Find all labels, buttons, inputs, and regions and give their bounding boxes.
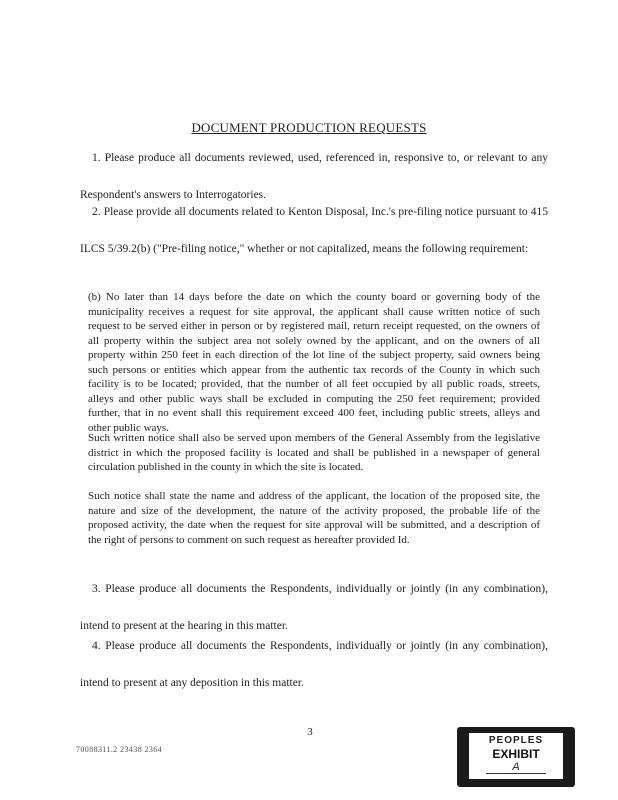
exhibit-sticker-label-area	[469, 733, 563, 779]
request-2: 2. Please provide all documents related to Kenton Disposal, Inc.'s pre-filing notice pursuant to 415 ILCS 5/39.2(b) ("Pre-filing notice," whether or not capitalized, means the following requirement:	[80, 206, 548, 255]
statute-quote-paragraph-2: Such written notice shall also be served upon members of the General Assembly from the legislative district in which the proposed facility is located and shall be published in a newspaper of general circulation published in the county in which the site is located.	[88, 432, 540, 473]
exhibit-sticker-brand: PEOPLES	[488, 735, 544, 746]
page-number: 3	[307, 726, 313, 738]
document-heading: DOCUMENT PRODUCTION REQUESTS	[191, 120, 427, 135]
statute-quote-paragraph-3: Such notice shall state the name and address of the applicant, the location of the proposed site, the nature and size of the development, the nature of the activity proposed, the probable life of the proposed activity, the date when the request for site approval will be submitted, and a description of the right of persons to comment on such request as hereafter provided Id.	[88, 490, 540, 546]
exhibit-sticker	[457, 727, 575, 787]
statute-quote-paragraph-1: (b) No later than 14 days before the date on which the county board or governing body of the municipality receives a request for site approval, the applicant shall cause written notice of such request to be served either in person or by registered mail, return receipt requested, on the owners of all property within the subject area not solely owned by the applicant, and on the owners of all property within 250 feet in each direction of the lot line of the subject property, said owners being such persons or entities which appear from the authentic tax records of the County in which such facility is to be located; provided, that the number of all feet occupied by all public roads, streets, alleys and other public ways shall be excluded in computing the 250 feet requirement; provided further, that in no event shall this requirement exceed 400 feet, including public streets, alleys and other public ways.	[88, 291, 540, 434]
exhibit-sticker-mark: A	[486, 761, 546, 774]
request-4: 4. Please produce all documents the Respondents, individually or jointly (in any combination), intend to present at any deposition in this matter.	[80, 640, 548, 689]
request-3: 3. Please produce all documents the Respondents, individually or jointly (in any combination), intend to present at the hearing in this matter.	[80, 583, 548, 632]
exhibit-sticker-label: EXHIBIT	[492, 747, 540, 761]
document-id: 70088311.2 23438 2364	[76, 745, 163, 754]
request-1: 1. Please produce all documents reviewed, used, referenced in, responsive to, or relevant to any Respondent's answers to Interrogatories.	[80, 152, 548, 201]
